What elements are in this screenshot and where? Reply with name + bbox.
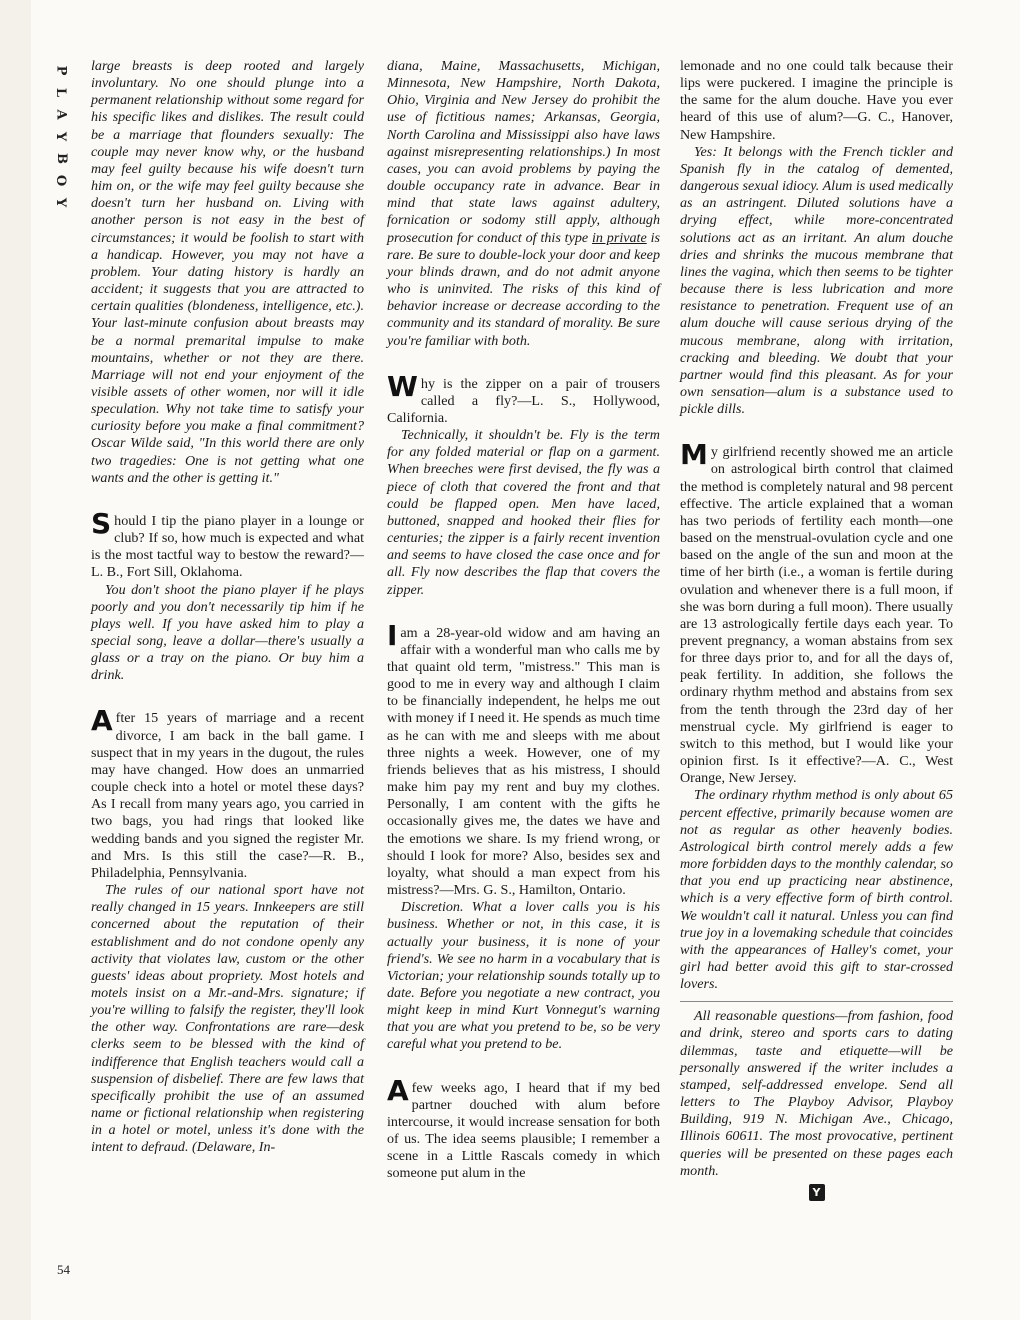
question-body: am a 28-year-old widow and am having an affair with a wonderful man who calls me by that quaint old term, "mistress." This man is good to me in every way and although I claim to be financially independent, he helps me out with money if I need it. He spends as much time as he can with me and sleeps with me about three nights a week. However, one of my friends believes that as his mistress, I should make him pay my rent and buy my clothes. Personally, I am content with the gifts he occasionally gives me, the dates we have and the emotions we share. Is my friend wrong, or should I look for more? Also, besides sex and loyalty, what should a man expect from his mistress?—Mrs. G. S., Hamilton, Ontario. (387, 624, 660, 899)
runner-letter: Y (53, 197, 69, 208)
question-body: hy is the zipper on a pair of trousers called a fly?—L. S., Hollywood, California. (387, 375, 660, 426)
rabbit-end-mark-icon: Y (809, 1184, 825, 1201)
runner-letter: B (53, 153, 69, 164)
underlined-phrase: in private (591, 229, 647, 246)
answer-body: is rare. Be sure to double-lock your door and keep your blinds drawn, and do not admit anyone who is uninvited. The risks of this kind of behavior increase or decrease according to the community and its standard of morality. Be sure you're familiar with both. (387, 229, 660, 349)
drop-cap: M (680, 438, 708, 472)
question-text (387, 618, 660, 900)
answer-text: large breasts is deep rooted and largely involuntary. No one should plunge into a permanent relationship without some regard for his specific likes and dislikes. The result could be a marriage that flounders sexually: The couple may never know why, or the husband may feel guilty because his wife doesn't turn him on, or the wife may feel guilty because she doesn't turn her husband on. Living with another person is not easy in the best of circumstances; it would be foolish to start with a handicap. However, you may not have a problem. Your dating history is hardly an accident; it suggests that you are attracted to certain qualities (blondeness, intelligence, etc.). Your last-minute confusion about breasts may be a normal premarital impulse to make mountains, whether or not they are there. Marriage will not end your enjoyment of the visible assets of other women, nor will it idle speculation. Why not take time to satisfy your curiosity before you make a final commitment? Oscar Wilde said, "In this world there are only two tragedies: One is not getting what one wants and the other is getting it." (91, 58, 364, 486)
question-text (387, 369, 660, 427)
runner-letter: Y (53, 131, 69, 142)
question-text (91, 506, 364, 582)
page-number: 54 (57, 1262, 70, 1277)
runner-letter: A (53, 109, 69, 120)
runner-letter: O (53, 174, 69, 187)
answer-text: Yes: It belongs with the French tickler and Spanish fly in the catalog of demented, dangerous sexual idiocy. Alum is used medically as an astringent. Diluted solutions have a drying effect, while more-concentrated solutions act as an irritant. An alum douche dries and shrinks the mucous membrane that lines the vagina, which then seems to be tighter because there is less lubrication and more resistance to penetration. Frequent use of an alum douche will cause serious drying of the mucous membrane, along with irritation, cracking and bleeding. We doubt that your partner would find this pleasant. As for your own sensation—alum is a substance used to pickle dills. (680, 143, 953, 418)
closing-note: All reasonable questions—from fashion, food and drink, stereo and sports cars to dating dilemmas, taste and etiquette—will be personally answered if the writer includes a stamped, self-addressed envelope. Send all letters to The Playboy Advisor, Playboy Building, 919 N. Michigan Ave., Chicago, Illinois 60611. The most provocative, pertinent queries will be presented on these pages each month. (680, 1008, 953, 1179)
answer-text: The ordinary rhythm method is only about 65 percent effective, primarily because women are not as regular as other heavenly bodies. Astrological birth control merely adds a few more forbidden days to the monthly calendar, so that you end up practicing near abstinence, which is a very effective form of birth control. We wouldn't call it natural. Unless you can find true joy in a lovemaking schedule that coincides with the appearances of Halley's comet, your girl had better avoid this gift to star-crossed lovers. (680, 787, 953, 993)
question-body: fter 15 years of marriage and a recent divorce, I am back in the ball game. I suspect that in my years in the dugout, the rules may have changed. How does an unmarried couple check into a hotel or motel these days? As I recall from many years ago, you carried in two bags, you had rings that looked like wedding bands and you signed the register Mr. and Mrs. Is this still the case?—R. B., Philadelphia, Pennsylvania. (91, 710, 364, 881)
column-1 (91, 58, 364, 1157)
answer-text (387, 58, 660, 350)
drop-cap: S (91, 506, 112, 540)
drop-cap: W (387, 369, 418, 403)
question-text (91, 704, 364, 882)
question-text: lemonade and no one could talk because their lips were puckered. I imagine the principle is the same for the alum douche. Have you ever heard of this use of alum?—G. C., Hanover, New Hampshire. (680, 58, 953, 143)
running-head (52, 64, 70, 209)
answer-text: Discretion. What a lover calls you is his business. Whether or not, in this case, it is actually your business, it is none of your friend's. We see no harm in a vocabulary that is Victorian; your relationship sounds totally up to date. Before you negotiate a new contract, you might keep in mind Kurt Vonnegut's warning that you are what you pretend to be, so be very careful what you pretend to be. (387, 899, 660, 1053)
column-3 (680, 58, 953, 1201)
answer-text: You don't shoot the piano player if he plays poorly and you don't necessarily tip him if he plays well. If you have asked him to play a special song, leave a dollar—there's usually a glass or a tray on the piano. Or buy him a drink. (91, 581, 364, 684)
drop-cap: A (387, 1073, 409, 1107)
answer-text: The rules of our national sport have not really changed in 15 years. Innkeepers are still concerned about the reputation of their establishment and do not condone openly any activity that violates law, custom or the other guests' ideas about propriety. Most hotels and motels insist on a Mr.-and-Mrs. signature; if you're willing to falsify the register, they'll look the other way. Confrontations are rare—desk clerks seem to be blessed with the kind of indifference that English teachers would call a suspension of disbelief. There are few laws that specifically prohibit the use of an assumed name or fictional relationship when registering in a hotel or motel, unless it's done with the intent to defraud. (Delaware, In- (91, 882, 364, 1156)
runner-letter: P (53, 65, 69, 76)
drop-cap: I (387, 618, 398, 652)
section-rule (680, 1001, 953, 1002)
question-body: few weeks ago, I heard that if my bed partner douched with alum before intercourse, it would increase sensation for both of us. The idea seems plausible; I remember a scene in a Little Rascals comedy in which someone put alum in the (387, 1079, 660, 1182)
question-body: y girlfriend recently showed me an article on astrological birth control that claimed the method is completely natural and 98 percent effective. The article explained that a woman has two periods of fertility each month—one based on the menstrual-ovulation cycle and one based on the angle of the sun and moon at the time of her birth (i.e., a woman is fertile during ovulation and whenever there is a full moon, if she was born during a full moon). There usually are 13 astrologically fertile days each year. To prevent pregnancy, a woman abstains from sex for three days prior to, and for all the days of, peak fertility. In addition, she follows the ordinary rhythm method and abstains from sex from the tenth through the 23rd day of her menstrual cycle. My girlfriend is eager to switch to this method, but I would like your opinion first. Is it effective?—A. C., West Orange, New Jersey. (680, 444, 953, 787)
column-2 (387, 58, 660, 1183)
question-body: hould I tip the piano player in a lounge or club? If so, how much is expected and what is the most tactful way to bestow the reward?—L. B., Fort Sill, Oklahoma. (91, 512, 364, 581)
drop-cap: A (91, 704, 113, 738)
question-text (387, 1073, 660, 1183)
question-text (680, 438, 953, 787)
answer-text: Technically, it shouldn't be. Fly is the term for any folded material or flap on a garment. When breeches were first devised, the fly was a piece of cloth that covered the front and that could be flapped open. Men have laced, buttoned, snapped and hooked their flies for centuries; the zipper is a fairly recent invention and seems to have closed the case once and for all. Fly now describes the flap that covers the zipper. (387, 427, 660, 598)
answer-body: diana, Maine, Massachusetts, Michigan, Minnesota, New Hampshire, North Dakota, Ohio, Virginia and New Jersey do prohibit the use of fictitious names; Arkansas, Georgia, North Carolina and Mississippi also have laws against misrepresenting relationships.) In most cases, you can avoid problems by paying the double occupancy rate in advance. Bear in mind that state laws against adultery, fornication or sodomy still apply, although prosecution for conduct of this type (387, 58, 660, 246)
runner-letter: L (53, 87, 69, 98)
